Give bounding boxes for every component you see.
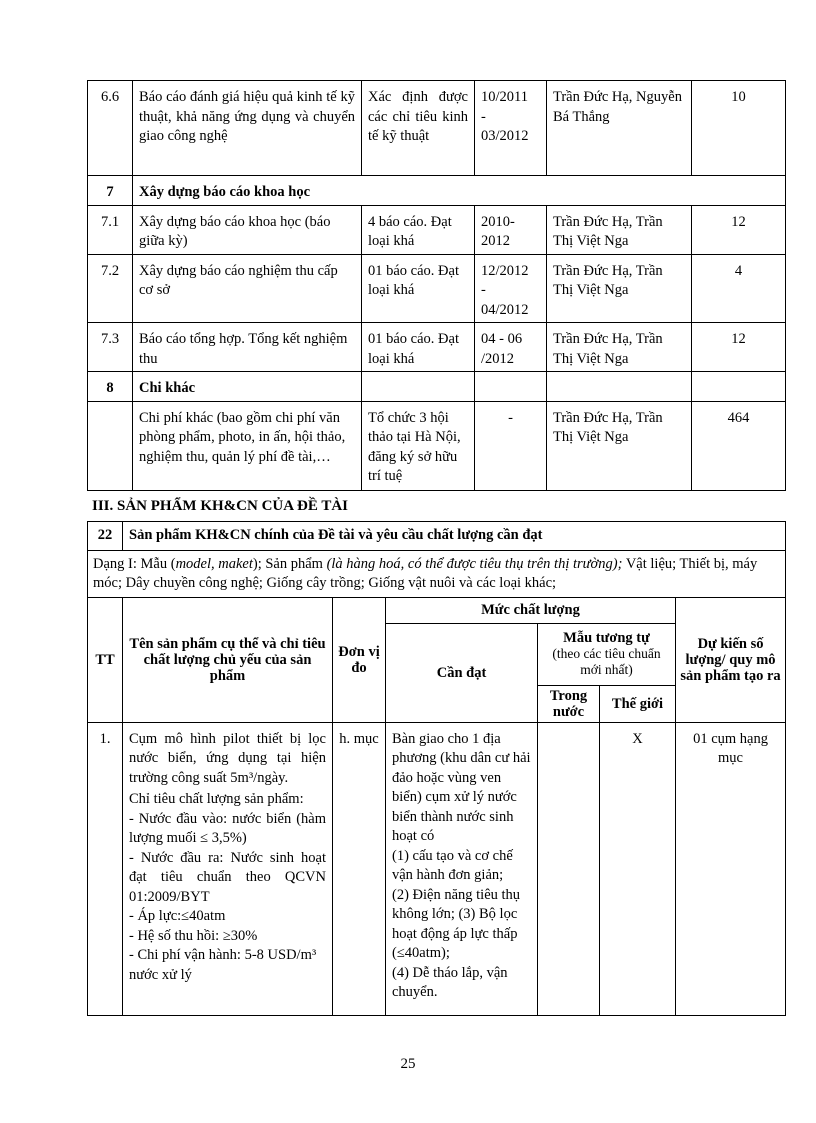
world-cell: X: [600, 722, 676, 1015]
task-description: Chi phí khác (bao gồm chi phí văn phòng phẩm, photo, in ấn, hội thảo, nghiệm thu, quản lý phí đề tài,…: [133, 401, 362, 490]
empty-cell: [475, 372, 547, 402]
table-row: [88, 176, 786, 206]
time-part: 12/2012: [481, 262, 529, 279]
task-budget: 12: [692, 323, 786, 372]
time-part: -: [508, 409, 513, 426]
section-number: 8: [88, 372, 133, 402]
row-number: 1.: [88, 722, 123, 1015]
product-type-description: [88, 550, 786, 597]
table-row: [88, 205, 786, 254]
task-time: [475, 323, 547, 372]
spec-line: - Áp lực:≤40atm: [129, 908, 226, 924]
header-row: [88, 597, 786, 623]
header-expected: Dự kiến số lượng/ quy mô sản phẩm tạo ra: [676, 597, 786, 722]
time-part: 04/2012: [481, 301, 529, 318]
table-row: [88, 323, 786, 372]
expected-cell: 01 cụm hạng mục: [676, 722, 786, 1015]
header-sample-note: (theo các tiêu chuẩn mới nhất): [552, 646, 661, 677]
need-line: (2) Điện năng tiêu thụ không lớn; (3) Bộ lọc hoạt động áp lực thấp (≤40atm);: [392, 886, 521, 961]
task-time: [475, 205, 547, 254]
type-text: ); Sản phẩm: [252, 555, 327, 572]
product-name: Cụm mô hình pilot thiết bị lọc nước biển, ứng dụng tại hiện trường công suất 5m³/ngày.: [129, 730, 326, 786]
section-title: Chi khác: [133, 372, 362, 402]
section-number: 7: [88, 176, 133, 206]
task-result: Xác định được các chỉ tiêu kinh tế kỹ thuật: [362, 81, 475, 176]
spec-line: Chỉ tiêu chất lượng sản phẩm:: [129, 791, 304, 807]
task-description: Báo cáo tổng hợp. Tổng kết nghiệm thu: [133, 323, 362, 372]
spec-line: - Chi phí vận hành: 5-8 USD/m³ nước xử lý: [129, 947, 317, 983]
product-type-row: [88, 550, 786, 597]
table-row: [88, 372, 786, 402]
time-part: 03/2012: [481, 128, 529, 144]
empty-cell: [692, 372, 786, 402]
task-budget: 12: [692, 205, 786, 254]
time-part: 04 - 06: [481, 331, 523, 347]
time-part: -: [481, 282, 486, 298]
task-number: 7.2: [88, 254, 133, 323]
product-name-cell: [123, 722, 333, 1015]
header-product-name: Tên sản phẩm cụ thể và chỉ tiêu chất lượng chủ yếu của sản phẩm: [123, 597, 333, 722]
section-title: Xây dựng báo cáo khoa học: [133, 176, 786, 206]
type-text: Mẫu (: [136, 555, 176, 572]
time-part: /2012: [481, 350, 515, 367]
header-need: Cần đạt: [386, 623, 538, 722]
task-description: Báo cáo đánh giá hiệu quả kinh tế kỹ thuật, khả năng ứng dụng và chuyển giao công nghệ: [133, 81, 362, 176]
table-row: [88, 81, 786, 176]
empty-cell: [547, 372, 692, 402]
product-title-row: [88, 522, 786, 551]
task-budget: 4: [692, 254, 786, 323]
type-text: Vật liệu; Thiết bị, máy móc; Dây chuyền công nghệ; Giống cây trồng; Giống vật nuôi và các loại khác;: [93, 555, 758, 591]
spec-line: - Nước đầu vào: nước biển (hàm lượng muối ≤ 3,5%): [129, 810, 326, 846]
task-budget: 464: [692, 401, 786, 490]
need-line: (1) cấu tạo và cơ chế vận hành đơn giản;: [392, 847, 513, 883]
item-number: 22: [88, 522, 123, 551]
task-people: Trần Đức Hạ, Trần Thị Việt Nga: [547, 323, 692, 372]
table-row: [88, 722, 786, 1015]
domestic-cell: [538, 722, 600, 1015]
page-number: 25: [400, 1056, 416, 1072]
task-people: Trần Đức Hạ, Trần Thị Việt Nga: [547, 205, 692, 254]
spec-line: - Hệ số thu hồi: ≥30%: [129, 927, 258, 944]
task-people: Trần Đức Hạ, Trần Thị Việt Nga: [547, 401, 692, 490]
task-number: [88, 401, 133, 490]
task-people: Trần Đức Hạ, Nguyễn Bá Thắng: [547, 81, 692, 176]
table-row: [88, 254, 786, 323]
task-description: Xây dựng báo cáo khoa học (báo giữa kỳ): [133, 205, 362, 254]
header-quality: Mức chất lượng: [386, 597, 676, 623]
task-result: 01 báo cáo. Đạt loại khá: [362, 254, 475, 323]
need-line: (4) Dễ tháo lắp, vận chuyển.: [392, 964, 508, 1000]
header-tt: TT: [88, 597, 123, 722]
empty-cell: [362, 372, 475, 402]
header-sample: [538, 623, 676, 685]
header-domestic: Trong nước: [538, 685, 600, 722]
time-part: -: [481, 108, 486, 125]
task-budget: 10: [692, 81, 786, 176]
task-number: 7.1: [88, 205, 133, 254]
task-description: Xây dựng báo cáo nghiệm thu cấp cơ sở: [133, 254, 362, 323]
task-people: Trần Đức Hạ, Trần Thị Việt Nga: [547, 254, 692, 323]
header-unit: Đơn vị đo: [333, 597, 386, 722]
task-number: 7.3: [88, 323, 133, 372]
work-plan-table: [87, 80, 786, 491]
task-result: 01 báo cáo. Đạt loại khá: [362, 323, 475, 372]
type-italic: model, maket: [175, 555, 253, 572]
product-table: [87, 521, 786, 1016]
type-italic: (là hàng hoá, có thể được tiêu thụ trên thị trường);: [326, 555, 623, 572]
need-cell: [386, 722, 538, 1015]
task-result: 4 báo cáo. Đạt loại khá: [362, 205, 475, 254]
section-heading: III. SẢN PHẨM KH&CN CỦA ĐỀ TÀI: [92, 498, 348, 514]
task-time: [475, 254, 547, 323]
header-world: Thế giới: [600, 685, 676, 722]
time-part: 10/2011: [481, 89, 528, 105]
task-result: Tổ chức 3 hội thảo tại Hà Nội, đăng ký sở hữu trí tuệ: [362, 401, 475, 490]
need-line: Bàn giao cho 1 địa phương (khu dân cư hải đảo hoặc vùng ven biển) cụm xử lý nước biển thành nước sinh hoạt có: [392, 730, 531, 844]
spec-line: - Nước đầu ra: Nước sinh hoạt đạt tiêu chuẩn theo QCVN 01:2009/BYT: [129, 849, 326, 905]
task-number: 6.6: [88, 81, 133, 176]
table-row: [88, 401, 786, 490]
unit-cell: h. mục: [333, 722, 386, 1015]
item-title: Sản phẩm KH&CN chính của Đề tài và yêu cầu chất lượng cần đạt: [123, 522, 786, 551]
time-part: 2012: [481, 233, 510, 249]
task-time: [475, 401, 547, 490]
task-time: [475, 81, 547, 176]
type-label: Dạng I:: [93, 555, 137, 572]
header-sample-title: Mẫu tương tự: [563, 630, 650, 646]
time-part: 2010-: [481, 213, 515, 230]
